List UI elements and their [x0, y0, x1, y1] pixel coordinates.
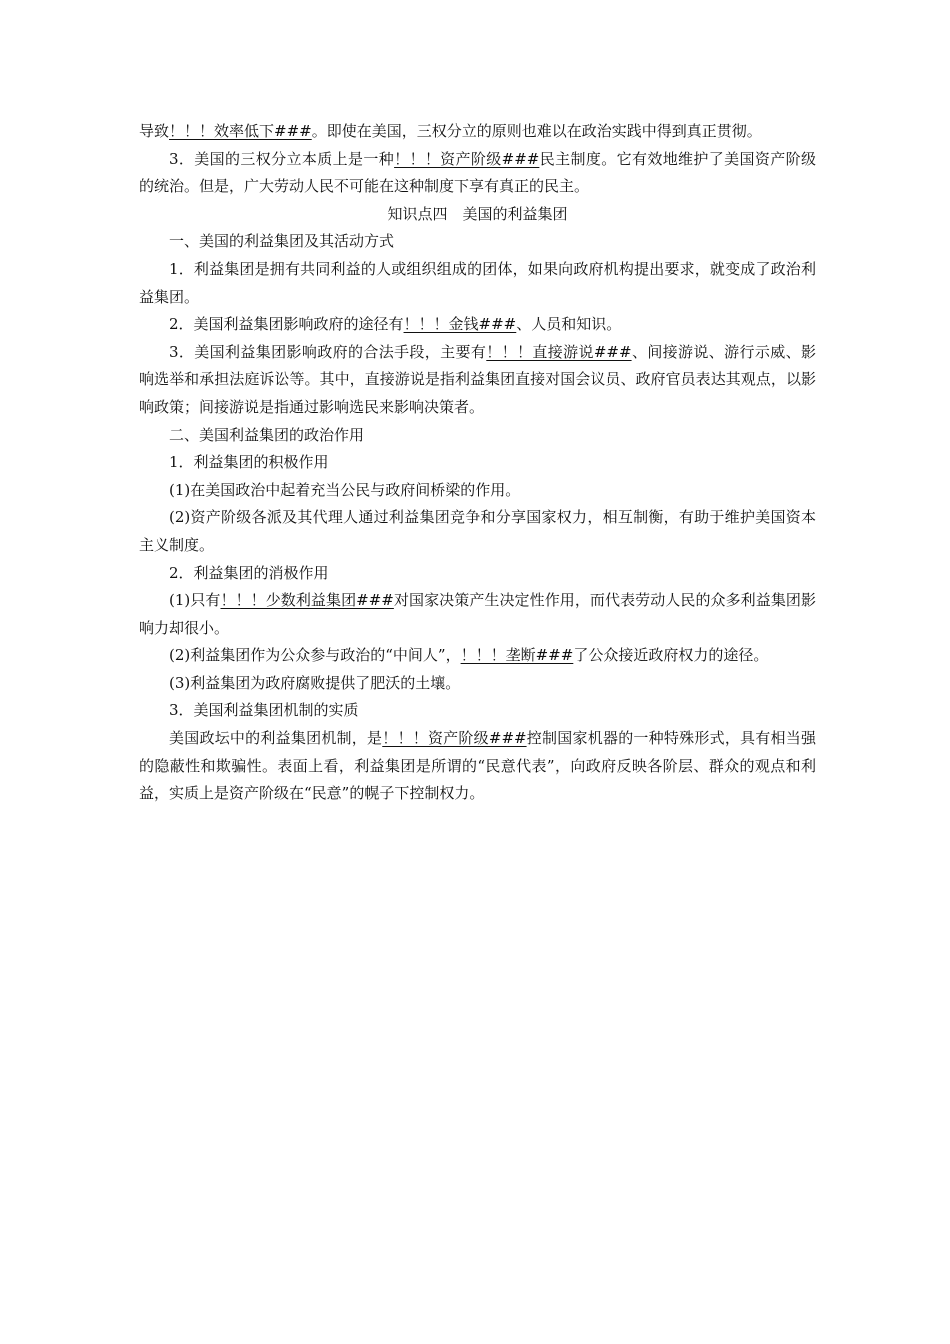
- paragraph: [139, 228, 816, 256]
- text-run: (1)只有: [169, 591, 221, 610]
- text-run: 二、美国利益集团的政治作用: [169, 425, 365, 444]
- answer-blank: ！！！资产阶级###: [394, 149, 540, 168]
- paragraph: [139, 256, 816, 311]
- paragraph: [139, 725, 816, 808]
- text-run: 一、美国的利益集团及其活动方式: [169, 232, 395, 251]
- answer-blank: ！！！效率低下###: [169, 122, 312, 140]
- text-run: 。即使在美国，三权分立的原则也难以在政治实践中得到真正贯彻。: [311, 122, 762, 140]
- paragraph: [139, 642, 816, 670]
- paragraph: [139, 311, 816, 339]
- text-run: 美国政坛中的利益集团机制，是: [169, 729, 383, 748]
- text-run: (2)利益集团作为公众参与政治的“中间人”，: [169, 646, 461, 665]
- paragraph: [139, 587, 816, 642]
- text-run: (3)利益集团为政府腐败提供了肥沃的土壤。: [169, 673, 461, 692]
- paragraph: [139, 560, 816, 588]
- text-run: 了公众接近政府权力的途径。: [573, 646, 769, 665]
- text-run: 2．利益集团的消极作用: [169, 563, 329, 582]
- paragraph: [139, 422, 816, 450]
- paragraph: [139, 477, 816, 505]
- text-run: 民主制度。它有效地维护了美国资产阶级的统治。但是，广大劳动人民不可能在这种制度下享有真正的民主。: [139, 149, 817, 196]
- paragraph: [139, 504, 816, 559]
- paragraph: [139, 449, 816, 477]
- text-run: (2)资产阶级各派及其代理人通过利益集团竞争和分享国家权力，相互制衡，有助于维护美国资本主义制度。: [139, 508, 816, 554]
- text-run: 3．美国利益集团影响政府的合法手段，主要有: [169, 342, 487, 361]
- text-run: 1．利益集团是拥有共同利益的人或组织组成的团体，如果向政府机构提出要求，就变成了政治利益集团。: [139, 259, 816, 306]
- answer-blank: ！！！垄断###: [460, 646, 574, 665]
- text-run: 导致: [139, 122, 170, 140]
- text-run: 1．利益集团的积极作用: [169, 453, 329, 472]
- text-run: 3．美国的三权分立本质上是一种: [169, 149, 395, 168]
- section-heading: [139, 201, 816, 229]
- paragraph: [139, 339, 816, 422]
- answer-blank: ！！！资产阶级###: [382, 729, 527, 748]
- paragraph: [139, 146, 816, 201]
- answer-blank: ！！！少数利益集团###: [220, 591, 394, 610]
- text-run: 、间接游说、游行示威、影响选举和承担法庭诉讼等。其中，直接游说是指利益集团直接对国会议员、政府官员表达其观点，以影响政策；间接游说是指通过影响选民来影响决策者。: [139, 342, 816, 416]
- text-run: 2．美国利益集团影响政府的途径有: [169, 315, 404, 334]
- text-run: 、人员和知识。: [516, 315, 622, 334]
- text-run: 控制国家机器的一种特殊形式，具有相当强的隐蔽性和欺骗性。表面上看，利益集团是所谓的“民意代表”，向政府反映各阶层、群众的观点和利益，实质上是资产阶级在“民意”的幌子下控制权力。: [139, 729, 816, 803]
- paragraph: [139, 670, 816, 698]
- answer-blank: ！！！金钱###: [403, 315, 517, 334]
- answer-blank: ！！！直接游说###: [486, 342, 632, 361]
- paragraph: [139, 118, 816, 146]
- paragraph: [139, 697, 816, 725]
- text-run: 知识点四 美国的利益集团: [387, 204, 568, 223]
- text-run: (1)在美国政治中起着充当公民与政府间桥梁的作用。: [169, 480, 521, 499]
- text-run: 对国家决策产生决定性作用，而代表劳动人民的众多利益集团影响力却很小。: [139, 591, 816, 637]
- text-run: 3．美国利益集团机制的实质: [169, 701, 359, 720]
- document-body: [139, 118, 816, 808]
